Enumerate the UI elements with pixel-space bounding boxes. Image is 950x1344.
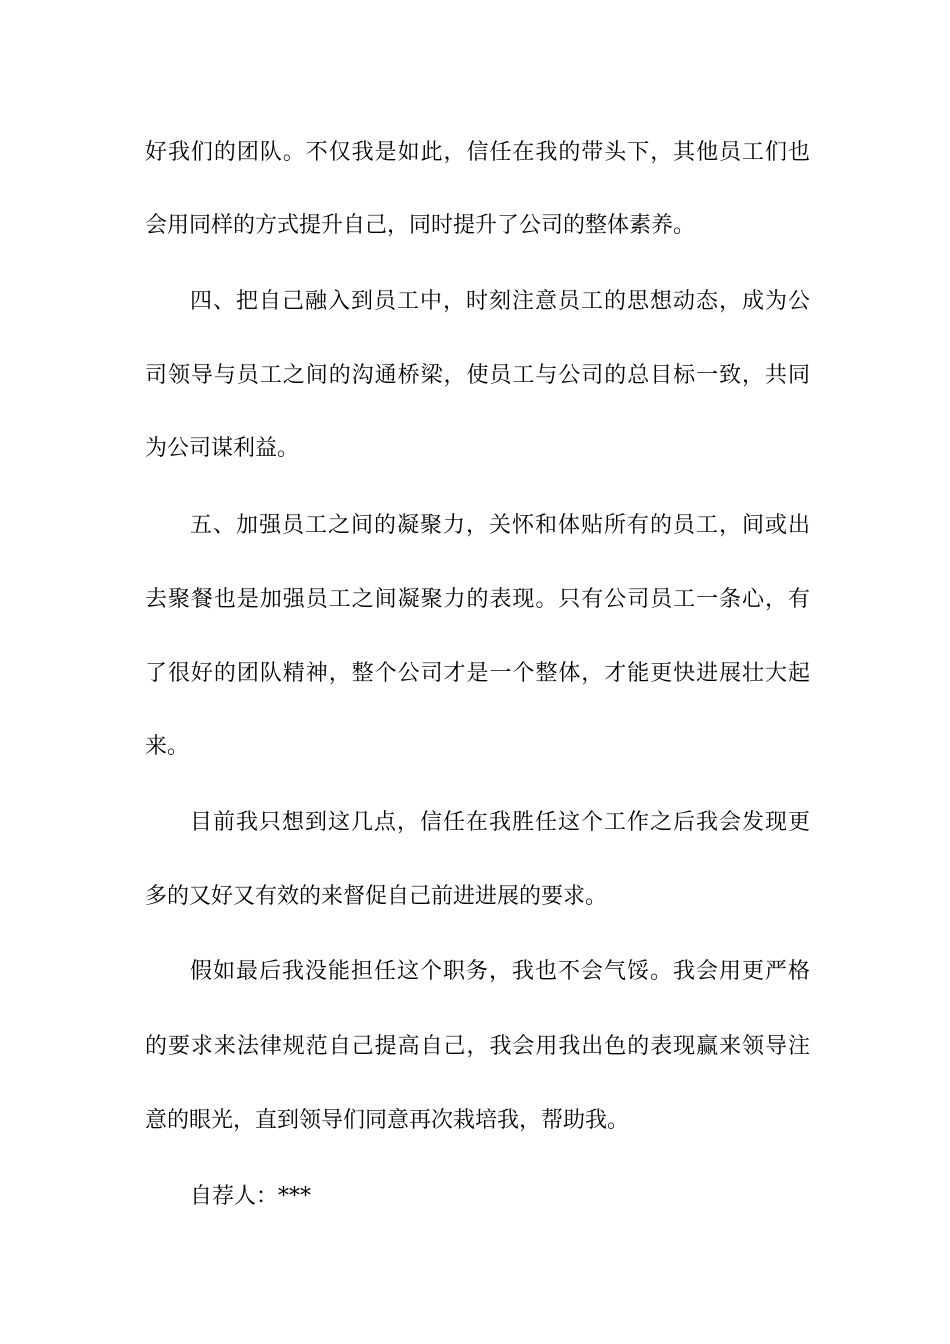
- paragraph-5-line-3: 了很好的团队精神，整个公司才是一个整体，才能更快进展壮大起: [145, 661, 810, 686]
- paragraph-4-line-2: 司领导与员工之间的沟通桥梁，使员工与公司的总目标一致，共同: [145, 363, 810, 388]
- paragraph-5-line-2: 去聚餐也是加强员工之间凝聚力的表现。只有公司员工一条心，有: [145, 587, 810, 612]
- paragraph-5-line-1: 五、加强员工之间的凝聚力，关怀和体贴所有的员工，间或出: [190, 513, 810, 538]
- paragraph-6-line-1: 目前我只想到这几点，信任在我胜任这个工作之后我会发现更: [190, 810, 810, 835]
- paragraph-7-line-1: 假如最后我没能担任这个职务，我也不会气馁。我会用更严格: [190, 959, 810, 984]
- paragraph-4-line-3: 为公司谋利益。: [145, 436, 300, 461]
- text-line-2: 会用同样的方式提升自己，同时提升了公司的整体素养。: [145, 213, 696, 238]
- paragraph-7-line-2: 的要求来法律规范自己提高自己，我会用我出色的表现赢来领导注: [145, 1034, 810, 1059]
- text-line-1: 好我们的团队。不仅我是如此，信任在我的带头下，其他员工们也: [145, 140, 810, 165]
- paragraph-4-line-1: 四、把自己融入到员工中，时刻注意员工的思想动态，成为公: [190, 289, 810, 314]
- paragraph-6-line-2: 多的又好又有效的来督促自己前进进展的要求。: [145, 884, 608, 909]
- paragraph-5-line-4: 来。: [145, 734, 190, 759]
- signature-line: 自荐人：***: [190, 1184, 312, 1209]
- paragraph-7-line-3: 意的眼光，直到领导们同意再次栽培我，帮助我。: [145, 1108, 630, 1133]
